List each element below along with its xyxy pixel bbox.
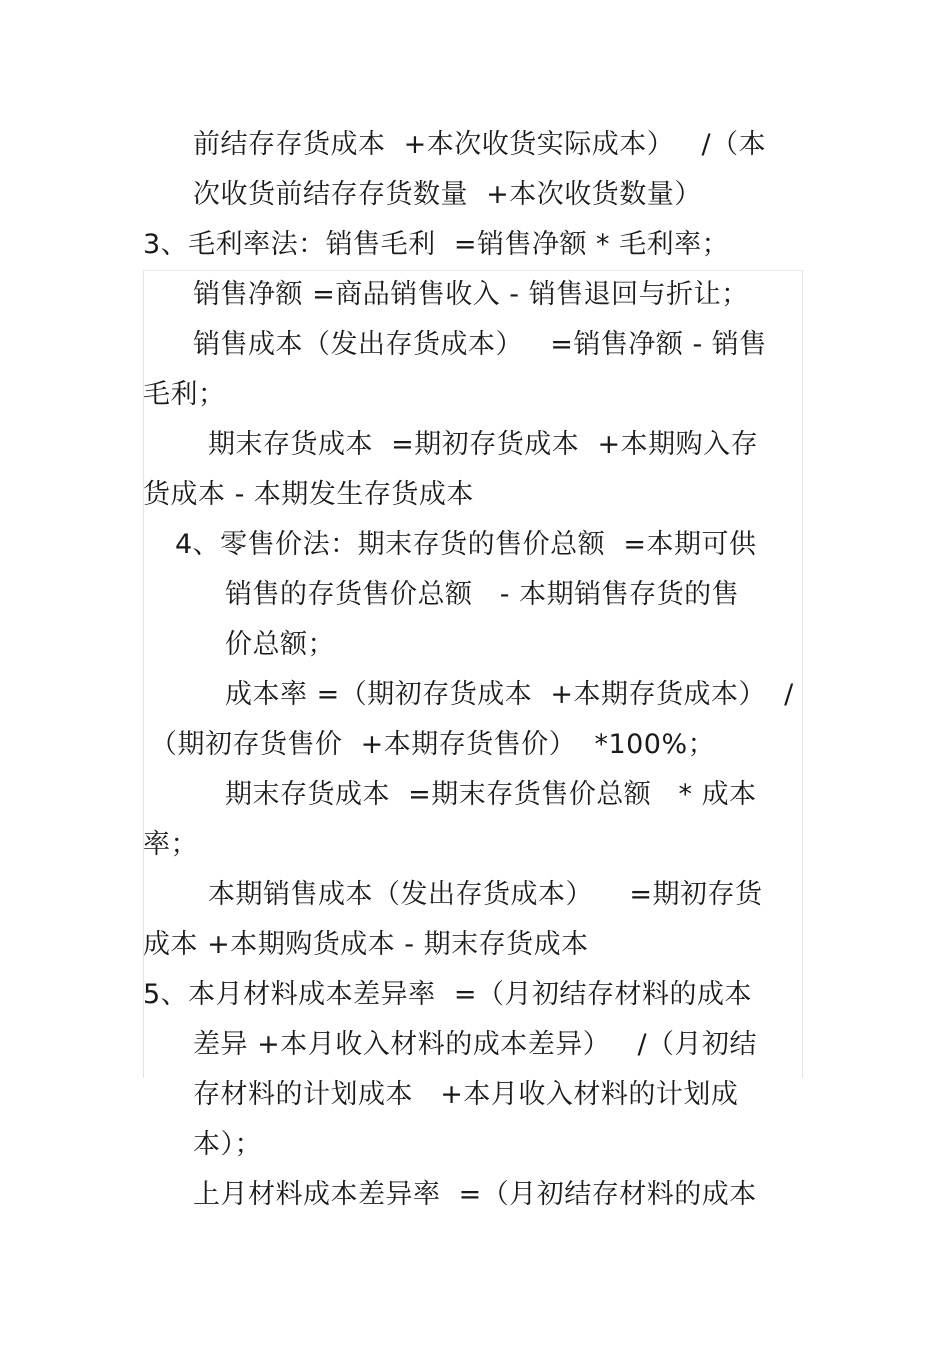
text-line: 差异 +本月收入材料的成本差异） /（月初结 (193, 1029, 758, 1060)
text-line: 5、本月材料成本差异率 =（月初结存材料的成本 (143, 979, 752, 1010)
text-line: 销售的存货售价总额 - 本期销售存货的售 (225, 579, 740, 610)
text-line: 3、毛利率法：销售毛利 =销售净额 * 毛利率； (143, 229, 730, 260)
text-line: 率； (143, 829, 198, 860)
text-line: 货成本 - 本期发生存货成本 (143, 479, 474, 510)
text-line: 价总额； (225, 629, 335, 660)
text-line: （期初存货售价 +本期存货售价） *100%； (150, 729, 716, 760)
text-line: 4、零售价法：期末存货的售价总额 =本期可供 (175, 529, 757, 560)
text-line: 次收货前结存存货数量 +本次收货数量） (193, 179, 702, 210)
text-line: 前结存存货成本 +本次收货实际成本） /（本 (193, 129, 767, 160)
text-line: 存材料的计划成本 +本月收入材料的计划成 (193, 1079, 739, 1110)
text-line: 本）； (193, 1129, 262, 1160)
text-line: 成本 +本期购货成本 - 期末存货成本 (143, 929, 589, 960)
text-line: 上月材料成本差异率 =（月初结存材料的成本 (193, 1179, 757, 1210)
text-line: 成本率 =（期初存货成本 +本期存货成本） / (225, 679, 794, 710)
text-line: 期末存货成本 =期末存货售价总额 * 成本 (225, 779, 757, 810)
text-line: 本期销售成本（发出存货成本） =期初存货 (208, 879, 763, 910)
text-line: 期末存货成本 =期初存货成本 +本期购入存 (208, 429, 759, 460)
text-line: 毛利； (143, 379, 226, 410)
text-line: 销售净额 =商品销售收入 - 销售退回与折让； (193, 279, 749, 310)
text-line: 销售成本（发出存货成本） =销售净额 - 销售 (193, 329, 767, 360)
